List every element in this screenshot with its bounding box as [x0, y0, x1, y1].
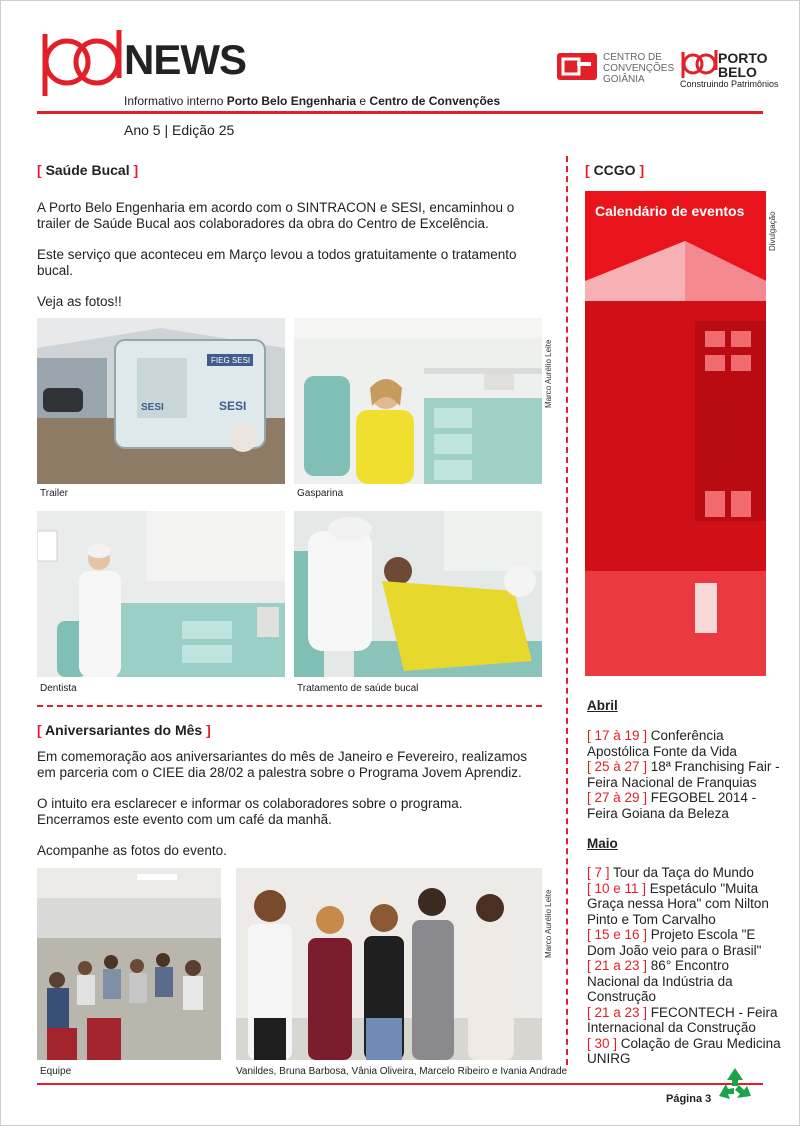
event-item: [ 25 à 27 ] 18ª Franchising Fair - Feira Nacional de Franquias	[587, 759, 780, 790]
event-item: [ 27 à 29 ] FEGOBEL 2014 - Feira Goiana da Beleza	[587, 790, 757, 821]
newsletter-title: NEWS	[124, 36, 246, 83]
month-april: Abril	[587, 698, 618, 713]
caption-aniversariantes-group: Vanildes, Bruna Barbosa, Vânia Oliveira, Marcelo Ribeiro e Ivania Andrade	[236, 1066, 568, 1077]
section-divider	[37, 705, 542, 707]
saude-section-title: [ Saúde Bucal ]	[37, 162, 139, 178]
photo-aniversariantes-group	[236, 868, 542, 1060]
aniversariantes-section-title: [ Aniversariantes do Mês ]	[37, 722, 211, 738]
photo-equipe	[37, 868, 221, 1060]
photo-gasparina	[294, 318, 542, 484]
ccgo-credit: Divulgação	[768, 211, 777, 251]
caption-trailer: Trailer	[40, 488, 68, 499]
ccgo-logo-icon	[557, 53, 597, 80]
caption-dentista: Dentista	[40, 683, 77, 694]
footer-divider	[37, 1083, 763, 1085]
svg-text:FIEG SESI: FIEG SESI	[211, 356, 251, 365]
porto-belo-small-logo-icon	[679, 48, 719, 80]
event-item: [ 30 ] Colação de Grau Medicina UNIRG	[587, 1035, 781, 1066]
photo-dentista	[37, 511, 285, 677]
header-divider	[37, 111, 763, 114]
caption-gasparina: Gasparina	[297, 488, 344, 499]
porto-belo-tagline: Construindo Patrimônios	[680, 79, 779, 89]
event-item: [ 21 a 23 ] 86° Encontro Nacional da Indústria da Construção	[587, 958, 733, 1004]
caption-equipe: Equipe	[40, 1066, 72, 1077]
column-divider	[566, 156, 568, 1065]
porto-belo-logo	[37, 28, 123, 98]
edition-info: Ano 5 | Edição 25	[124, 122, 235, 138]
event-item: [ 10 e 11 ] Espetáculo "Muita Graça nessa Hora" com Nilton Pinto e Tom Carvalho	[587, 880, 769, 927]
aniversariantes-body: Em comemoração aos aniversariantes do mês de Janeiro e Fevereiro, realizamos em parceria com o CIEE dia 28/02 a palestra sobre o Programa Jovem Aprendiz. O intuito era esclarecer e informar os colaboradores sobre o programa. Encerramos este evento com um café da manhã. Acompanhe as fotos do evento.	[37, 749, 527, 858]
svg-text:SESI: SESI	[141, 402, 164, 413]
page-number: Página 3	[666, 1093, 712, 1105]
porto-belo-small-logo-text: PORTO BELO	[718, 50, 768, 80]
event-item: [ 21 a 23 ] FECONTECH - Feira Internacional da Construção	[587, 1004, 778, 1035]
ccgo-section-title: [ CCGO ]	[585, 162, 645, 178]
event-item: [ 7 ] Tour da Taça do Mundo	[587, 865, 754, 880]
recycle-icon	[715, 1066, 755, 1106]
ccgo-logo-text: CENTRO DE CONVENÇÕES GOIÂNIA	[603, 52, 675, 85]
calendar-title: Calendário de eventos	[595, 203, 745, 219]
events-list	[587, 698, 782, 1067]
event-item: [ 17 à 19 ] Conferência Apostólica Fonte da Vida	[587, 728, 737, 759]
saude-photo-credit: Marco Aurélio Leite	[544, 339, 553, 408]
photo-tratamento	[294, 511, 542, 677]
saude-body: A Porto Belo Engenharia em acordo com o SINTRACON e SESI, encaminhou o trailer de Saúde Bucal aos colaboradores da obra do Centro de Excelência. Este serviço que aconteceu em Março levou a todos gratuitamente o tratamento bucal. Veja as fotos!!	[37, 200, 517, 309]
svg-text:SESI: SESI	[219, 399, 247, 413]
event-item: [ 15 e 16 ] Projeto Escola "E Dom João veio para o Brasil"	[587, 927, 762, 958]
ccgo-calendar-image	[585, 191, 766, 676]
newsletter-subtitle: Informativo interno Porto Belo Engenharia e Centro de Convenções	[124, 94, 501, 108]
caption-tratamento: Tratamento de saúde bucal	[297, 683, 419, 694]
aniversariantes-photo-credit: Marco Aurélio Leite	[544, 889, 553, 958]
photo-trailer	[37, 318, 285, 484]
month-may: Maio	[587, 836, 618, 851]
